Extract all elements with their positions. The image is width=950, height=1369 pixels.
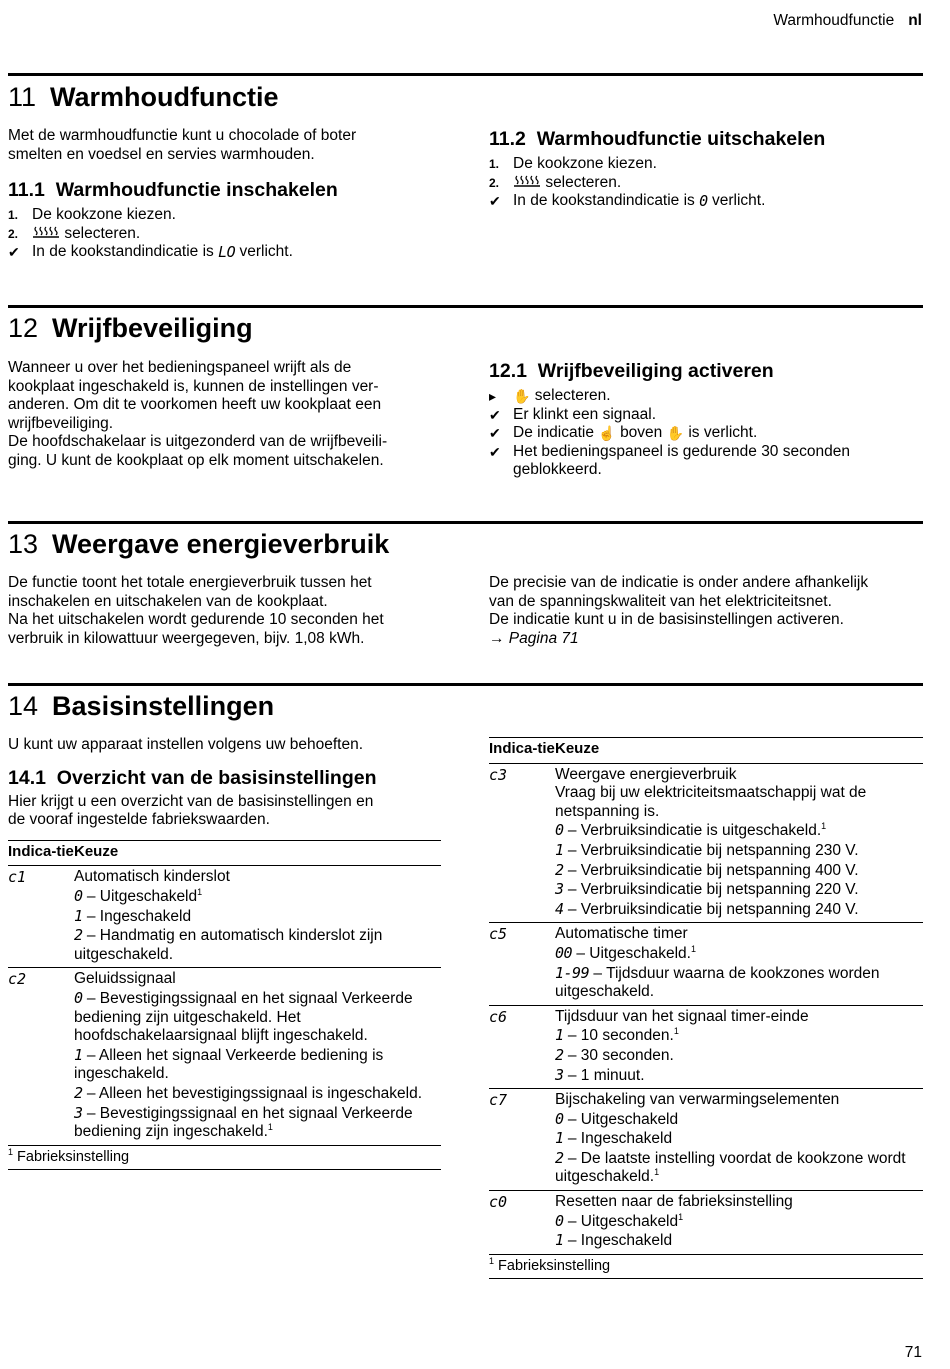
setting-option: 3 – 1 minuut. [555,1065,645,1084]
settings-table-left [8,840,441,1171]
footnote-marker: 1 [8,1146,14,1157]
column-header-indication: Indica-tie [489,738,555,764]
setting-option: 2 – De laatste instelling voordat de kookzone wordt uitgeschakeld.$^1$ [555,1148,906,1186]
setting-title: Bijschakeling van verwarmingselementen [555,1091,840,1109]
section-14-left [8,736,441,1170]
option-text: De laatste instelling voordat de kookzone wordt uitgeschakeld. [555,1149,906,1186]
section-14-right [489,737,923,1279]
footnote-marker: 1 [489,1256,495,1267]
step-text: selecteren. [64,224,141,242]
option-value: 3 [555,880,564,899]
section-number: 11 [8,82,37,112]
result-text: verlicht. [239,243,293,261]
footnote-marker: 1 [678,1211,684,1222]
section-rule-12 [8,305,923,308]
section-13-right [489,574,929,648]
section-heading-11 [8,81,279,113]
result-text: De indicatie [513,424,594,442]
step-item [8,206,448,225]
option-text: Verbruiksindicatie is uitgeschakeld. [580,822,822,840]
section-12-left [8,359,448,471]
check-icon: ✔ [489,443,501,460]
option-value: 3 [74,1103,83,1122]
display-code: 0 [699,192,708,211]
paragraph-line: verbruik in kilowattuur weergegeven, bijv. 1,08 kWh. [8,629,365,647]
option-value: 1 [74,1045,83,1064]
result-item [489,443,924,462]
wipe-protection-icon: ✋ [666,425,685,442]
table-row [489,923,923,1005]
result-item [489,424,924,443]
setting-choices [555,923,923,1005]
option-text: Uitgeschakeld [99,887,198,905]
step-marker: 1. [8,208,19,223]
paragraph-line: De hoofdschakelaar is uitgezonderd van de wrijfbeveili- [8,433,388,451]
subsection-heading-14-1 [8,766,441,790]
paragraph-line: wrijfbeveiliging. [8,414,114,432]
setting-option: 1 – Ingeschakeld [555,1129,673,1148]
option-text: Uitgeschakeld [580,1212,679,1230]
header-section-title: Warmhoudfunctie [773,12,895,29]
option-text: Ingeschakeld [99,907,192,925]
section-number: 12 [8,313,39,343]
result-text: Er klinkt een signaal. [513,405,657,423]
setting-option: 3 – Verbruiksindicatie bij netspanning 220 V. [555,880,859,899]
settings-table-right [489,737,923,1279]
setting-option: 0 – Uitgeschakeld [555,1109,679,1128]
setting-code: c6 [489,1005,555,1088]
table-row [8,968,441,1145]
section-rule-13 [8,521,923,524]
check-icon: ✔ [489,425,501,442]
option-text: Verbruiksindicatie bij netspanning 400 V. [580,861,859,879]
option-text: Bevestigingssignaal en het signaal Verkeerde bediening zijn ingeschakeld. [74,1104,413,1141]
result-item [489,406,924,425]
setting-title: Tijdsduur van het signaal timer-einde [555,1007,809,1025]
setting-option: 1 – Alleen het signaal Verkeerde bediening is ingeschakeld. [74,1045,384,1083]
result-text: In de kookstandindicatie is [32,243,214,261]
paragraph-line: ging. U kunt de kookplaat op elk moment uitschakelen. [8,451,384,469]
option-value: 1 [555,840,564,859]
page-number: 71 [904,1344,922,1362]
subsection-title: Warmhoudfunctie inschakelen [55,179,338,202]
check-icon: ✔ [8,244,20,261]
result-item [489,461,924,480]
setting-choices [555,1191,923,1255]
result-text: geblokkeerd. [513,461,602,479]
footnote-marker: 1 [197,886,203,897]
paragraph-line: Wanneer u over het bedieningspaneel wrijft als de [8,359,352,376]
section-11-right [489,127,924,211]
page-reference-link[interactable]: → Pagina 71 [489,629,579,647]
paragraph-line: Met de warmhoudfunctie kunt u chocolade of boter [8,127,357,144]
option-value: 0 [74,886,83,905]
setting-option: 2 – Alleen het bevestigingssignaal is ingeschakeld. [74,1083,423,1102]
step-marker: 1. [489,157,500,171]
setting-title: Automatisch kinderslot [74,868,230,886]
paragraph-line: Hier krijgt u een overzicht van de basisinstellingen en [8,792,374,810]
option-value: 1-99 [555,963,590,982]
setting-code: c2 [8,968,74,1145]
step-text: selecteren. [534,387,611,404]
paragraph-line: U kunt uw apparaat instellen volgens uw behoeften. [8,736,364,753]
subsection-title: Overzicht van de basisinstellingen [56,766,377,789]
table-row [489,1005,923,1088]
setting-option: 0 – Uitgeschakeld$^1$ [555,1211,684,1230]
option-text: Uitgeschakeld [580,1110,679,1128]
paragraph-line: De indicatie kunt u in de basisinstellingen activeren. [489,611,844,629]
section-title: Basisinstellingen [52,691,275,721]
warmhold-icon [513,174,541,193]
section-13-left [8,574,448,648]
setting-title: Automatische timer [555,925,688,943]
footnote-text: Fabrieksinstelling [498,1257,611,1274]
step-item [489,387,924,406]
paragraph-line: van de spanningskwaliteit van het elektriciteitsnet. [489,592,832,610]
option-value: 0 [555,1109,564,1128]
footnote-marker: 1 [821,821,827,832]
table-footnote-row [489,1254,923,1279]
step-text: De kookzone kiezen. [513,155,657,172]
paragraph-line: De functie toont het totale energieverbruik tussen het [8,574,372,591]
option-text: Verbruiksindicatie bij netspanning 230 V. [580,841,859,859]
setting-code: c1 [8,866,74,968]
hand-icon: ☝ [598,425,616,442]
step-text: selecteren. [545,173,622,191]
step-item [489,174,924,193]
paragraph-line: Na het uitschakelen wordt gedurende 10 seconden het [8,611,384,629]
option-text: Ingeschakeld [580,1130,673,1148]
check-icon: ✔ [489,406,501,423]
table-header-row [8,840,441,866]
option-text: Alleen het bevestigingssignaal is ingeschakeld. [98,1084,423,1102]
step-item [8,225,448,244]
option-value: 1 [555,1026,564,1045]
subsection-heading-12-1 [489,359,924,383]
section-number: 13 [8,529,39,559]
option-value: 1 [555,1129,564,1148]
result-item [8,243,448,262]
section-12-right [489,359,924,480]
column-header-choice: Keuze [74,840,441,866]
result-text: Het bedieningspaneel is gedurende 30 seconden [513,442,850,460]
footnote-marker: 1 [690,943,696,954]
option-text: Alleen het signaal Verkeerde bediening is ingeschakeld. [74,1046,384,1083]
option-value: 4 [555,899,564,918]
step-list [8,206,448,262]
setting-option: 4 – Verbruiksindicatie bij netspanning 240 V. [555,899,859,918]
paragraph-line: kookplaat ingeschakeld is, kunnen de instellingen ver- [8,377,379,395]
section-heading-13 [8,528,389,560]
paragraph-line: De precisie van de indicatie is onder andere afhankelijk [489,574,869,591]
setting-code: c7 [489,1089,555,1191]
setting-choices [555,1089,923,1191]
warmhold-icon [32,225,60,244]
table-footnote [489,1254,923,1279]
section-rule-11 [8,73,923,76]
result-text: is verlicht. [688,424,758,442]
table-footnote [8,1145,441,1170]
wipe-protection-icon: ✋ [513,388,531,404]
subsection-number: 11.2 [489,128,526,150]
footnote-marker: 1 [654,1167,660,1178]
section-number: 14 [8,691,39,721]
table-row [8,866,441,968]
section-rule-14 [8,683,923,686]
table-footnote-row [8,1145,441,1170]
setting-option: 2 – Verbruiksindicatie bij netspanning 400 V. [555,860,859,879]
table-header-row [489,738,923,764]
option-value: 00 [555,943,573,962]
option-text: Uitgeschakeld. [589,944,691,962]
subsection-heading-11-2 [489,127,924,151]
option-value: 2 [74,1083,83,1102]
setting-option: 0 – Bevestigingssignaal en het signaal Verkeerde bediening zijn uitgeschakeld. Het hoofdschakelaarsignaal blijft ingeschakeld. [74,988,413,1045]
option-text: 30 seconden. [580,1046,674,1064]
result-text: boven [620,424,663,442]
check-icon: ✔ [489,193,501,210]
setting-option: 3 – Bevestigingssignaal en het signaal Verkeerde bediening zijn ingeschakeld.$^1$ [74,1103,413,1141]
column-header-indication: Indica-tie [8,840,74,866]
subsection-title: Wrijfbeveiliging activeren [537,360,774,382]
table-row [489,1191,923,1255]
subsection-title: Warmhoudfunctie uitschakelen [536,128,826,150]
subsection-number: 14.1 [8,766,46,789]
result-text: In de kookstandindicatie is [513,192,695,210]
section-heading-12 [8,312,253,344]
paragraph-line: anderen. Om dit te voorkomen heeft uw kookplaat een [8,396,382,414]
footnote-text: Fabrieksinstelling [17,1148,130,1165]
setting-title: Weergave energieverbruik [555,765,737,783]
setting-option: 1-99 – Tijdsduur waarna de kookzones worden uitgeschakeld. [555,963,880,1001]
setting-choices [74,866,441,968]
header-language: nl [908,12,922,29]
setting-choices [555,1005,923,1088]
step-text: De kookzone kiezen. [32,206,176,224]
option-value: 0 [555,821,564,840]
step-marker: 2. [489,175,500,190]
section-heading-14 [8,690,274,722]
step-list [489,387,924,480]
section-11-left [8,127,448,262]
paragraph-line: smelten en voedsel en servies warmhouden. [8,145,315,163]
setting-choices [555,763,923,923]
option-text: 1 minuut. [580,1066,645,1084]
option-text: Verbruiksindicatie bij netspanning 240 V. [580,900,859,918]
subsection-heading-11-1 [8,178,448,202]
setting-title: Resetten naar de fabrieksinstelling [555,1193,793,1211]
result-item [489,192,924,211]
option-text: Ingeschakeld [580,1232,673,1250]
setting-title: Geluidssignaal [74,970,176,988]
footnote-marker: 1 [267,1121,273,1132]
option-value: 3 [555,1065,564,1084]
option-value: 1 [74,906,83,925]
setting-option: 1 – Ingeschakeld [74,906,192,925]
setting-option: 2 – Handmatig en automatisch kinderslot zijn uitgeschakeld. [74,926,383,963]
setting-code: c5 [489,923,555,1005]
option-text: Verbruiksindicatie bij netspanning 220 V. [580,881,859,899]
setting-choices [74,968,441,1145]
step-list [489,155,924,211]
setting-option: 0 – Uitgeschakeld$^1$ [74,886,203,905]
option-value: 1 [555,1231,564,1250]
footnote-marker: 1 [673,1026,679,1037]
option-value: 0 [555,1211,564,1230]
running-header [773,12,922,31]
column-header-choice: Keuze [555,738,923,764]
setting-code: c0 [489,1191,555,1255]
paragraph-line: inschakelen en uitschakelen van de kookplaat. [8,592,328,610]
setting-option: 0 – Verbruiksindicatie is uitgeschakeld.$^1$ [555,821,827,840]
step-item [489,155,924,174]
setting-option: 1 – Verbruiksindicatie bij netspanning 230 V. [555,840,859,859]
setting-option: 1 – Ingeschakeld [555,1231,673,1250]
subsection-number: 12.1 [489,360,527,382]
paragraph-line: de vooraf ingestelde fabriekswaarden. [8,811,270,829]
option-value: 2 [555,1148,564,1167]
option-value: 0 [74,988,83,1007]
setting-option: 2 – 30 seconden. [555,1045,674,1064]
section-title: Warmhoudfunctie [50,82,279,112]
section-title: Wrijfbeveiliging [52,313,253,343]
setting-option: 00 – Uitgeschakeld.$^1$ [555,943,696,962]
option-text: Handmatig en automatisch kinderslot zijn uitgeschakeld. [74,927,383,963]
result-text: verlicht. [711,192,766,210]
step-marker: 2. [8,226,19,241]
triangle-bullet-icon: ▸ [489,388,497,404]
table-row [489,1089,923,1191]
option-value: 2 [555,860,564,879]
table-row [489,763,923,923]
option-value: 2 [555,1045,564,1064]
subsection-number: 11.1 [8,179,45,202]
option-value: 2 [74,926,83,945]
display-code: LO [218,243,236,262]
option-text: Bevestigingssignaal en het signaal Verkeerde bediening zijn uitgeschakeld. Het hoofdschakelaarsignaal blijft ingeschakeld. [74,989,413,1045]
option-text: Tijdsduur waarna de kookzones worden uitgeschakeld. [555,964,880,1001]
setting-description: Vraag bij uw elektriciteitsmaatschappij wat de netspanning is. [555,784,867,820]
setting-code: c3 [489,763,555,923]
setting-option: 1 – 10 seconden.$^1$ [555,1026,679,1045]
option-text: 10 seconden. [580,1027,674,1045]
section-title: Weergave energieverbruik [52,529,390,559]
